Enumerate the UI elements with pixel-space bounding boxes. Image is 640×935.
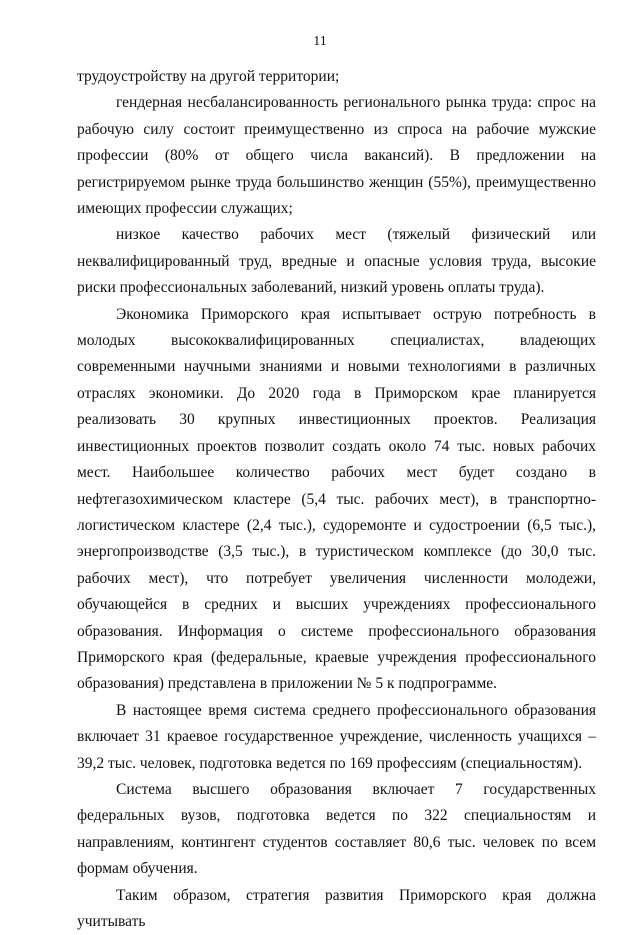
document-body bbox=[77, 64, 596, 935]
paragraph-job-quality: низкое качество рабочих мест (тяжелый физический или неквалифицированный труд, вредные и опасные условия труда, высокие риски профессиональных заболеваний, низкий уровень оплаты труда). bbox=[77, 226, 596, 297]
paragraph-economy: Экономика Приморского края испытывает острую потребность в молодых высококвалифицированных специалистах, владеющих современными научными знаниями и новыми технологиями в различных отраслях экономики. До 2020 года в Приморском крае планируется реализовать 30 крупных инвестиционных проектов. Реализация инвестиционных проектов позволит создать около 74 тыс. новых рабочих мест. Наибольшее количество рабочих мест будет создано в нефтегазохимическом кластере (5,4 тыс. рабочих мест), в транспортно-логистическом кластере (2,4 тыс.), судоремонте и судостроении (6,5 тыс.), энергопроизводстве (3,5 тыс.), в туристическом комплексе (до 30,0 тыс. рабочих мест), что потребует увеличения численности молодежи, обучающейся в средних и высших учреждениях профессионального образования. Информация о системе профессионального образования Приморского края (федеральные, краевые учреждения профессионального образования) представлена в приложении № 5 к подпрограмме. bbox=[77, 305, 596, 693]
paragraph-gender-imbalance: гендерная несбалансированность регионального рынка труда: спрос на рабочую силу состоит преимущественно из спроса на рабочие мужские профессии (80% от общего числа вакансий). В предложении на регистрируемом рынке труда большинство женщин (55%), преимущественно имеющих профессии служащих; bbox=[77, 94, 596, 218]
paragraph-higher-education: Система высшего образования включает 7 государственных федеральных вузов, подготовка ведется по 322 специальностям и направлениям, контингент студентов составляет 80,6 тыс. человек по всем формам обучения. bbox=[77, 780, 596, 878]
page-number: 11 bbox=[313, 34, 327, 49]
paragraph-secondary-education: В настоящее время система среднего профессионального образования включает 31 краевое государственное учреждение, численность учащихся – 39,2 тыс. человек, подготовка ведется по 169 профессиям (специальностям). bbox=[77, 701, 596, 772]
paragraph-conclusion: Таким образом, стратегия развития Приморского края должна учитывать bbox=[77, 886, 596, 930]
paragraph-continuation: трудоустройству на другой территории; bbox=[77, 68, 340, 85]
